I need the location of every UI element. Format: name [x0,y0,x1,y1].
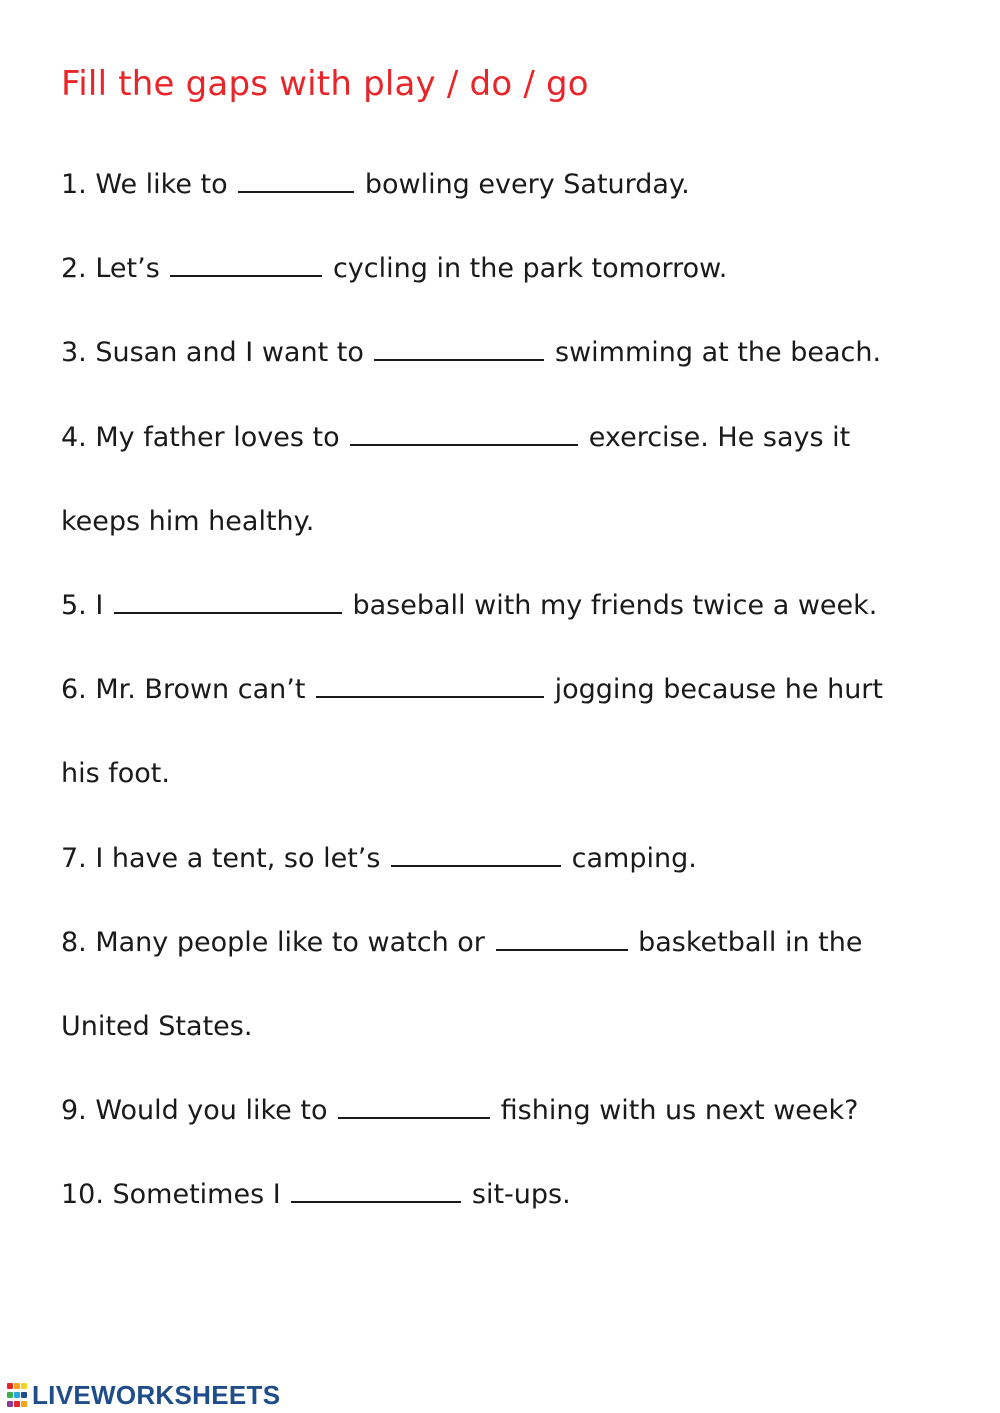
exercise-item [61,842,697,876]
sentence-after: jogging because he hurt [554,674,883,705]
answer-gap[interactable] [391,843,561,867]
continuation-line [61,1010,252,1044]
continuation-line [61,757,170,791]
answer-gap[interactable] [291,1179,461,1203]
sentence-before: 1. We like to [61,169,228,200]
line-text: United States. [61,1011,253,1042]
sentence-after: cycling in the park tomorrow. [332,253,728,284]
exercise-item [61,926,863,960]
answer-gap[interactable] [350,422,578,446]
sentence-after: fishing with us next week? [500,1095,859,1126]
sentence-before: 8. Many people like to watch or [61,927,485,958]
answer-gap[interactable] [338,1095,490,1119]
sentence-before: 10. Sometimes I [61,1179,281,1210]
exercise-item [61,589,877,623]
answer-gap[interactable] [170,253,322,277]
answer-gap[interactable] [316,674,544,698]
sentence-before: 9. Would you like to [61,1095,328,1126]
sentence-after: camping. [571,843,697,874]
brand-name: LIVEWORKSHEETS [32,1379,281,1410]
exercise-item [61,421,850,455]
exercise-item [61,252,727,286]
answer-gap[interactable] [114,590,342,614]
answer-gap[interactable] [496,927,628,951]
sentence-after: bowling every Saturday. [364,169,690,200]
exercise-item [61,1094,859,1128]
line-text: his foot. [61,758,170,789]
exercise-item [61,1178,571,1212]
footer-brand [4,1380,280,1410]
continuation-line [61,505,314,539]
sentence-before: 2. Let’s [61,253,160,284]
exercise-item [61,673,883,707]
sentence-after: basketball in the [638,927,863,958]
line-text: keeps him healthy. [61,506,315,537]
answer-gap[interactable] [238,169,354,193]
liveworksheets-logo-icon [4,1382,30,1408]
sentence-before: 6. Mr. Brown can’t [61,674,306,705]
sentence-before: 3. Susan and I want to [61,337,364,368]
sentence-before: 5. I [61,590,104,621]
sentence-before: 4. My father loves to [61,422,340,453]
sentence-after: sit-ups. [471,1179,571,1210]
exercise-item [61,336,881,370]
sentence-before: 7. I have a tent, so let’s [61,843,381,874]
exercise-item [61,168,690,202]
answer-gap[interactable] [374,337,544,361]
sentence-after: swimming at the beach. [555,337,882,368]
sentence-after: exercise. He says it [588,422,851,453]
sentence-after: baseball with my friends twice a week. [352,590,878,621]
worksheet-title: Fill the gaps with play / do / go [61,64,589,104]
